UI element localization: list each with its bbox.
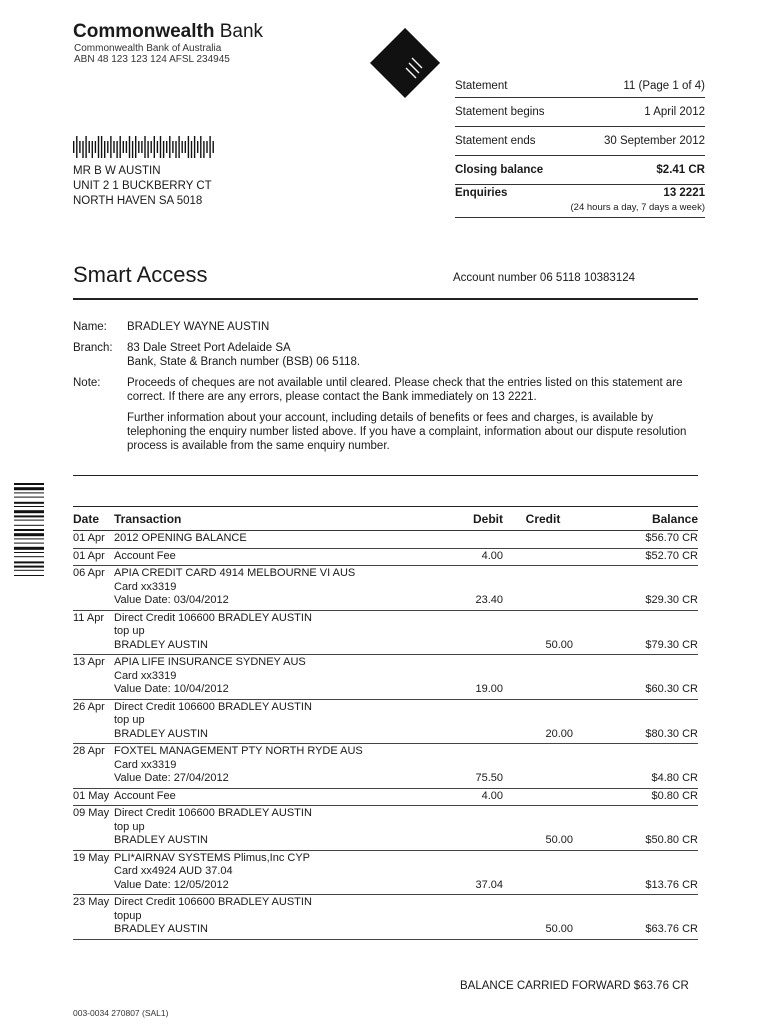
description-line: 2012 OPENING BALANCE	[114, 532, 247, 544]
description-line: top up	[114, 714, 145, 726]
bank-abn: ABN 48 123 123 124 AFSL 234945	[74, 54, 230, 65]
account-product-title: Smart Access	[73, 262, 208, 287]
info-note-row: Note: Proceeds of cheques are not available until cleared. Please check that the entries listed on this statement are correct. If there are any errors, please contact the Bank immediately on 13 2221. Further information about your account, including details of benefits or fees and charges, is available by telephoning the enquiry number listed above. If you have a complaint, information about our dispute resolution process is available from the same enquiry number.	[73, 376, 698, 460]
transaction-credit	[503, 852, 573, 893]
transaction-date: 11 Apr	[73, 611, 104, 624]
description-line: Account Fee	[114, 549, 176, 562]
customer-address	[73, 164, 212, 209]
diamond-logo-icon	[368, 26, 442, 100]
table-row	[73, 531, 698, 549]
transaction-credit: 20.00	[545, 727, 573, 740]
transaction-date: 01 Apr	[73, 532, 105, 544]
description-line: Value Date: 03/04/2012	[114, 594, 229, 606]
table-body	[73, 531, 698, 940]
transaction-balance: $60.30 CR	[645, 683, 698, 695]
summary-row-enquiries: Enquiries 13 2221 (24 hours a day, 7 days a week)	[455, 185, 705, 218]
transaction-description	[114, 790, 448, 804]
transaction-debit	[448, 612, 503, 653]
transaction-date: 26 Apr	[73, 700, 105, 713]
postal-barcode-icon	[73, 136, 218, 158]
info-branch-row: Branch: 83 Dale Street Port Adelaide SA Bank, State & Branch number (BSB) 06 5118.	[73, 342, 361, 368]
description-line: PLI*AIRNAV SYSTEMS Plimus,Inc CYP	[114, 851, 311, 864]
transaction-balance: $29.30 CR	[645, 594, 698, 606]
bank-legal-details	[74, 43, 230, 65]
transactions-table	[73, 508, 698, 940]
description-line: Value Date: 12/05/2012	[114, 878, 229, 891]
note-paragraph: Further information about your account, including details of benefits or fees and charges, is available by telephoning the enquiry number listed above. If you have a complaint, information about our dispute resolution process is available from the same enquiry number.	[127, 412, 687, 452]
transaction-description	[114, 701, 448, 742]
description-line: FOXTEL MANAGEMENT PTY NORTH RYDE AUS	[114, 745, 363, 757]
transaction-credit	[503, 550, 573, 564]
transaction-credit	[503, 745, 573, 786]
divider	[73, 298, 698, 300]
transaction-debit: 23.40	[475, 594, 503, 606]
transaction-description	[114, 532, 448, 546]
transaction-balance: $0.80 CR	[651, 789, 698, 802]
summary-row-closing-balance: Closing balance $2.41 CR	[455, 156, 705, 185]
address-line: NORTH HAVEN SA 5018	[73, 195, 203, 207]
account-info	[73, 320, 698, 467]
table-row	[73, 549, 698, 567]
transaction-balance: $80.30 CR	[645, 727, 698, 740]
description-line: APIA CREDIT CARD 4914 MELBOURNE VI AUS	[114, 567, 356, 579]
transaction-debit	[448, 701, 503, 742]
transaction-balance: $50.80 CR	[645, 834, 698, 846]
summary-row-statement: Statement 11 (Page 1 of 4)	[455, 74, 705, 98]
description-line: Direct Credit 106600 BRADLEY AUSTIN	[114, 700, 312, 713]
table-row	[73, 895, 698, 940]
description-line: Account Fee	[114, 789, 176, 802]
transaction-description	[114, 656, 448, 697]
transaction-balance: $52.70 CR	[645, 549, 698, 562]
table-row	[73, 655, 698, 700]
transaction-credit	[503, 790, 573, 804]
statement-summary	[455, 74, 705, 218]
table-row	[73, 744, 698, 789]
balance-carried-forward: BALANCE CARRIED FORWARD $63.76 CR	[460, 980, 689, 992]
transaction-debit: 19.00	[475, 683, 503, 695]
transaction-date: 13 Apr	[73, 656, 105, 668]
side-barcode-icon	[14, 483, 44, 623]
description-line: BRADLEY AUSTIN	[114, 923, 208, 935]
transaction-debit	[448, 807, 503, 848]
transaction-description	[114, 567, 448, 608]
transaction-description	[114, 612, 448, 653]
description-line: BRADLEY AUSTIN	[114, 638, 208, 651]
transaction-date: 19 May	[73, 851, 110, 864]
table-row	[73, 851, 698, 896]
divider	[73, 506, 698, 507]
table-row	[73, 806, 698, 851]
description-line: Card xx3319	[114, 669, 177, 682]
summary-row-ends: Statement ends 30 September 2012	[455, 127, 705, 156]
transaction-credit	[503, 656, 573, 697]
transaction-debit	[448, 896, 503, 937]
description-line: Value Date: 10/04/2012	[114, 683, 229, 695]
transaction-balance: $79.30 CR	[645, 638, 698, 651]
transaction-description	[114, 550, 448, 564]
description-line: BRADLEY AUSTIN	[114, 727, 208, 740]
description-line: APIA LIFE INSURANCE SYDNEY AUS	[114, 656, 306, 668]
transaction-credit: 50.00	[545, 638, 573, 651]
address-line: UNIT 2 1 BUCKBERRY CT	[73, 180, 212, 192]
transaction-description	[114, 745, 448, 786]
transaction-debit: 4.00	[481, 789, 503, 802]
transaction-debit	[448, 532, 503, 546]
summary-row-begins: Statement begins 1 April 2012	[455, 98, 705, 127]
description-line: top up	[114, 625, 145, 637]
transaction-balance: $4.80 CR	[651, 772, 698, 784]
note-paragraph: Proceeds of cheques are not available until cleared. Please check that the entries listed on this statement are correct. If there are any errors, please contact the Bank immediately on 13 2221.	[127, 377, 683, 403]
transaction-credit: 50.00	[545, 834, 573, 846]
description-line: top up	[114, 820, 145, 833]
table-row	[73, 700, 698, 745]
description-line: BRADLEY AUSTIN	[114, 834, 208, 846]
divider	[73, 475, 698, 476]
transaction-description	[114, 807, 448, 848]
transaction-credit	[503, 567, 573, 608]
transaction-balance: $13.76 CR	[645, 878, 698, 891]
transaction-balance: $56.70 CR	[645, 532, 698, 544]
transaction-debit: 4.00	[481, 549, 503, 562]
table-row	[73, 789, 698, 807]
transaction-date: 28 Apr	[73, 745, 105, 757]
description-line: Card xx4924 AUD 37.04	[114, 865, 233, 877]
description-line: topup	[114, 909, 142, 922]
transaction-credit	[503, 532, 573, 546]
bank-legal-name: Commonwealth Bank of Australia	[74, 43, 222, 54]
transaction-credit: 50.00	[545, 923, 573, 935]
table-row	[73, 611, 698, 656]
description-line: Direct Credit 106600 BRADLEY AUSTIN	[114, 611, 312, 624]
address-line: MR B W AUSTIN	[73, 165, 161, 177]
footer-code: 003-0034 270807 (SAL1)	[73, 1008, 169, 1018]
transaction-description	[114, 852, 448, 893]
description-line: Direct Credit 106600 BRADLEY AUSTIN	[114, 807, 312, 819]
description-line: Direct Credit 106600 BRADLEY AUSTIN	[114, 896, 312, 908]
description-line: Value Date: 27/04/2012	[114, 772, 229, 784]
bank-name: Commonwealth Bank	[73, 21, 264, 42]
transaction-debit: 37.04	[475, 878, 503, 891]
transaction-date: 01 Apr	[73, 549, 105, 562]
transaction-debit: 75.50	[475, 772, 503, 784]
description-line: Card xx3319	[114, 580, 177, 593]
transaction-date: 23 May	[73, 896, 110, 908]
table-row	[73, 566, 698, 611]
transaction-date: 01 May	[73, 789, 110, 802]
transaction-description	[114, 896, 448, 937]
enquiries-hours-note: (24 hours a day, 7 days a week)	[570, 202, 705, 213]
transaction-date: 06 Apr	[73, 567, 105, 579]
info-name-row: Name: BRADLEY WAYNE AUSTIN	[73, 321, 270, 333]
table-header: Date Transaction Debit Credit Balance	[73, 508, 698, 531]
transaction-balance: $63.76 CR	[645, 923, 698, 935]
transaction-date: 09 May	[73, 807, 110, 819]
description-line: Card xx3319	[114, 758, 177, 771]
account-number: Account number 06 5118 10383124	[453, 272, 636, 284]
